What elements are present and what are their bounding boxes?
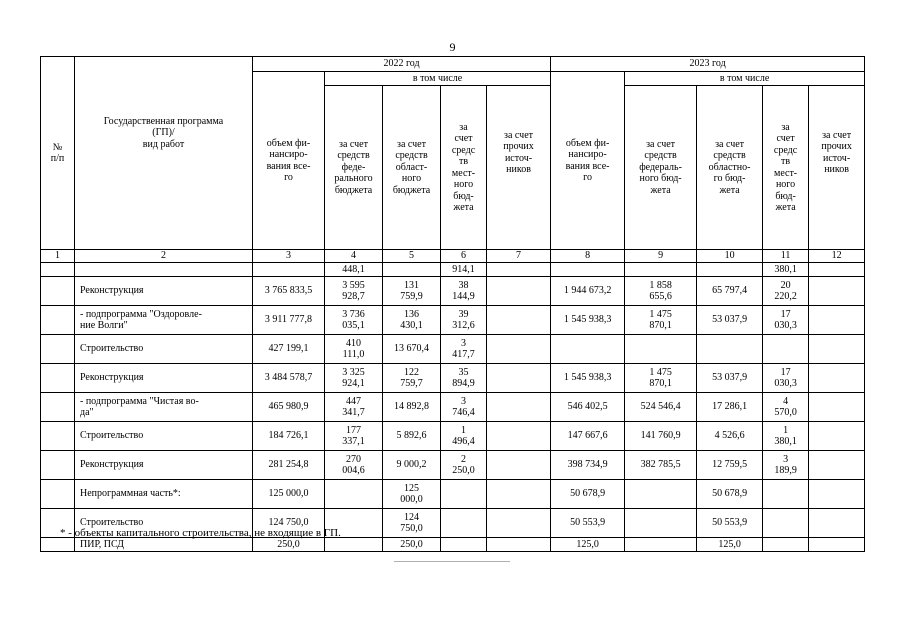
table-cell bbox=[809, 306, 865, 335]
table-body bbox=[41, 263, 865, 552]
table-cell: 13 670,4 bbox=[383, 335, 441, 364]
column-number: 11 bbox=[763, 250, 809, 263]
table-cell bbox=[763, 480, 809, 509]
table-cell bbox=[809, 364, 865, 393]
page-number: 9 bbox=[449, 40, 456, 54]
table-cell bbox=[625, 538, 697, 552]
table-cell: 3 765 833,5 bbox=[253, 277, 325, 306]
column-number: 9 bbox=[625, 250, 697, 263]
column-number: 5 bbox=[383, 250, 441, 263]
table-cell bbox=[41, 277, 75, 306]
table-cell: 465 980,9 bbox=[253, 393, 325, 422]
table-cell bbox=[809, 509, 865, 538]
table-cell: 125,0 bbox=[697, 538, 763, 552]
footnote: * - объекты капитального строительства, не входящие в ГП. bbox=[60, 527, 341, 539]
table-cell: 35 894,9 bbox=[441, 364, 487, 393]
table-cell: 38 144,9 bbox=[441, 277, 487, 306]
table-row bbox=[41, 306, 865, 335]
table-cell: 122 759,7 bbox=[383, 364, 441, 393]
table-cell: 136 430,1 bbox=[383, 306, 441, 335]
table-cell: 124 750,0 bbox=[383, 509, 441, 538]
table-cell: 14 892,8 bbox=[383, 393, 441, 422]
table-cell bbox=[325, 538, 383, 552]
table-cell: 914,1 bbox=[441, 263, 487, 277]
table-cell bbox=[441, 480, 487, 509]
table-row bbox=[41, 263, 865, 277]
table-cell bbox=[809, 422, 865, 451]
table-cell: 1 475 870,1 bbox=[625, 306, 697, 335]
table-cell bbox=[41, 393, 75, 422]
header-regional-2023: за счет средств областно- го бюд- жета bbox=[697, 86, 763, 250]
table-cell bbox=[41, 306, 75, 335]
table-row bbox=[41, 364, 865, 393]
table-cell: 53 037,9 bbox=[697, 306, 763, 335]
table-cell: 17 286,1 bbox=[697, 393, 763, 422]
column-number: 10 bbox=[697, 250, 763, 263]
table-cell bbox=[697, 263, 763, 277]
table-cell bbox=[487, 263, 551, 277]
table-cell: 147 667,6 bbox=[551, 422, 625, 451]
table-cell: 3 189,9 bbox=[763, 451, 809, 480]
table-cell bbox=[487, 422, 551, 451]
table-cell bbox=[41, 263, 75, 277]
table-cell: 17 030,3 bbox=[763, 364, 809, 393]
table-cell: 546 402,5 bbox=[551, 393, 625, 422]
table-cell bbox=[625, 263, 697, 277]
table-cell: 53 037,9 bbox=[697, 364, 763, 393]
table-cell: 5 892,6 bbox=[383, 422, 441, 451]
row-label: Реконструкция bbox=[75, 277, 253, 306]
table-cell bbox=[625, 335, 697, 364]
table-cell bbox=[763, 335, 809, 364]
table-cell bbox=[809, 335, 865, 364]
table-row bbox=[41, 277, 865, 306]
header-other-2022: за счет прочих источ- ников bbox=[487, 86, 551, 250]
table-cell: 398 734,9 bbox=[551, 451, 625, 480]
column-number: 6 bbox=[441, 250, 487, 263]
row-label: - подпрограмма "Оздоровле- ние Волги" bbox=[75, 306, 253, 335]
row-label: ПИР, ПСД bbox=[75, 538, 253, 552]
table-cell bbox=[41, 335, 75, 364]
table-cell: 125,0 bbox=[551, 538, 625, 552]
column-number: 3 bbox=[253, 250, 325, 263]
table-cell bbox=[41, 451, 75, 480]
table-cell: 9 000,2 bbox=[383, 451, 441, 480]
table-row bbox=[41, 538, 865, 552]
header-regional-2022: за счет средств област- ного бюджета bbox=[383, 86, 441, 250]
row-label: Реконструкция bbox=[75, 364, 253, 393]
table-cell bbox=[41, 480, 75, 509]
header-local-2022: за счет средс тв мест- ного бюд- жета bbox=[441, 86, 487, 250]
table-cell: 124 750,0 bbox=[253, 509, 325, 538]
column-number: 4 bbox=[325, 250, 383, 263]
table-cell: 1 475 870,1 bbox=[625, 364, 697, 393]
table-cell bbox=[487, 509, 551, 538]
table-cell: 1 545 938,3 bbox=[551, 364, 625, 393]
table-cell: 1 545 938,3 bbox=[551, 306, 625, 335]
table-cell bbox=[441, 509, 487, 538]
table-cell: 4 526,6 bbox=[697, 422, 763, 451]
row-label: Строительство bbox=[75, 509, 253, 538]
table-cell: 3 417,7 bbox=[441, 335, 487, 364]
header-total-2022: объем фи- нансиро- вания все- го bbox=[253, 72, 325, 250]
row-label: Строительство bbox=[75, 422, 253, 451]
table-cell bbox=[325, 480, 383, 509]
table-row bbox=[41, 451, 865, 480]
table-cell: 382 785,5 bbox=[625, 451, 697, 480]
table-cell: 50 678,9 bbox=[551, 480, 625, 509]
table-cell: 447 341,7 bbox=[325, 393, 383, 422]
column-number: 1 bbox=[41, 250, 75, 263]
table-cell bbox=[809, 538, 865, 552]
column-number: 12 bbox=[809, 250, 865, 263]
table-cell bbox=[809, 480, 865, 509]
table-row bbox=[41, 335, 865, 364]
table-cell: 131 759,9 bbox=[383, 277, 441, 306]
table-cell bbox=[487, 335, 551, 364]
header-program: Государственная программа (ГП)/ вид работ bbox=[75, 57, 253, 250]
table-cell bbox=[487, 306, 551, 335]
table-cell: 427 199,1 bbox=[253, 335, 325, 364]
table-cell: 3 595 928,7 bbox=[325, 277, 383, 306]
table-cell bbox=[487, 451, 551, 480]
column-number: 8 bbox=[551, 250, 625, 263]
table-cell: 65 797,4 bbox=[697, 277, 763, 306]
table-cell bbox=[551, 263, 625, 277]
table-cell: 1 944 673,2 bbox=[551, 277, 625, 306]
header-year-2023: 2023 год bbox=[551, 57, 865, 72]
table-cell: 410 111,0 bbox=[325, 335, 383, 364]
table-cell: 50 553,9 bbox=[697, 509, 763, 538]
table-cell: 12 759,5 bbox=[697, 451, 763, 480]
table-cell: 250,0 bbox=[253, 538, 325, 552]
table-cell: 281 254,8 bbox=[253, 451, 325, 480]
table-cell bbox=[487, 393, 551, 422]
table-cell: 3 736 035,1 bbox=[325, 306, 383, 335]
table-cell bbox=[809, 451, 865, 480]
table-cell: 3 911 777,8 bbox=[253, 306, 325, 335]
header-federal-2023: за счет средств федераль- ного бюд- жета bbox=[625, 86, 697, 250]
header-including-2023: в том числе bbox=[625, 72, 865, 86]
table-cell bbox=[441, 538, 487, 552]
table-cell bbox=[487, 538, 551, 552]
table-cell: 3 484 578,7 bbox=[253, 364, 325, 393]
divider-line bbox=[394, 561, 510, 562]
table-cell: 50 678,9 bbox=[697, 480, 763, 509]
table-row bbox=[41, 393, 865, 422]
header-including-2022: в том числе bbox=[325, 72, 551, 86]
table-cell bbox=[487, 277, 551, 306]
table-cell: 2 250,0 bbox=[441, 451, 487, 480]
table-cell: 524 546,4 bbox=[625, 393, 697, 422]
table-cell: 125 000,0 bbox=[253, 480, 325, 509]
header-local-2023: за счет средс тв мест- ного бюд- жета bbox=[763, 86, 809, 250]
table-cell bbox=[809, 263, 865, 277]
table-cell: 1 496,4 bbox=[441, 422, 487, 451]
table-cell bbox=[41, 364, 75, 393]
table-cell: 270 004,6 bbox=[325, 451, 383, 480]
table-cell: 448,1 bbox=[325, 263, 383, 277]
table-cell: 1 858 655,6 bbox=[625, 277, 697, 306]
row-label bbox=[75, 263, 253, 277]
row-label: Реконструкция bbox=[75, 451, 253, 480]
header-row-number: № п/п bbox=[41, 57, 75, 250]
table-cell: 380,1 bbox=[763, 263, 809, 277]
table-cell: 17 030,3 bbox=[763, 306, 809, 335]
table-cell bbox=[41, 422, 75, 451]
row-label: - подпрограмма "Чистая во- да" bbox=[75, 393, 253, 422]
table-cell bbox=[763, 509, 809, 538]
table-cell: 177 337,1 bbox=[325, 422, 383, 451]
table-cell: 39 312,6 bbox=[441, 306, 487, 335]
table-cell: 3 325 924,1 bbox=[325, 364, 383, 393]
table-cell bbox=[763, 538, 809, 552]
header-federal-2022: за счет средств феде- рального бюджета bbox=[325, 86, 383, 250]
table-cell bbox=[697, 335, 763, 364]
table-cell bbox=[809, 277, 865, 306]
table-cell: 250,0 bbox=[383, 538, 441, 552]
table-cell bbox=[253, 263, 325, 277]
row-label: Строительство bbox=[75, 335, 253, 364]
table-cell: 4 570,0 bbox=[763, 393, 809, 422]
table-cell bbox=[487, 364, 551, 393]
table-cell: 184 726,1 bbox=[253, 422, 325, 451]
table-cell bbox=[383, 263, 441, 277]
table-row bbox=[41, 480, 865, 509]
header-total-2023: объем фи- нансиро- вания все- го bbox=[551, 72, 625, 250]
table-cell bbox=[41, 538, 75, 552]
table-cell bbox=[809, 393, 865, 422]
header-other-2023: за счет прочих источ- ников bbox=[809, 86, 865, 250]
table-cell: 50 553,9 bbox=[551, 509, 625, 538]
table-cell: 141 760,9 bbox=[625, 422, 697, 451]
column-number: 7 bbox=[487, 250, 551, 263]
financing-table bbox=[40, 56, 865, 552]
table-cell bbox=[625, 480, 697, 509]
table-cell: 1 380,1 bbox=[763, 422, 809, 451]
row-label: Непрограммная часть*: bbox=[75, 480, 253, 509]
table-cell: 20 220,2 bbox=[763, 277, 809, 306]
table-cell: 3 746,4 bbox=[441, 393, 487, 422]
table-cell bbox=[487, 480, 551, 509]
table-row bbox=[41, 422, 865, 451]
column-number: 2 bbox=[75, 250, 253, 263]
table-cell: 125 000,0 bbox=[383, 480, 441, 509]
table-cell bbox=[551, 335, 625, 364]
table-cell bbox=[625, 509, 697, 538]
column-number-row bbox=[41, 250, 865, 263]
header-year-2022: 2022 год bbox=[253, 57, 551, 72]
